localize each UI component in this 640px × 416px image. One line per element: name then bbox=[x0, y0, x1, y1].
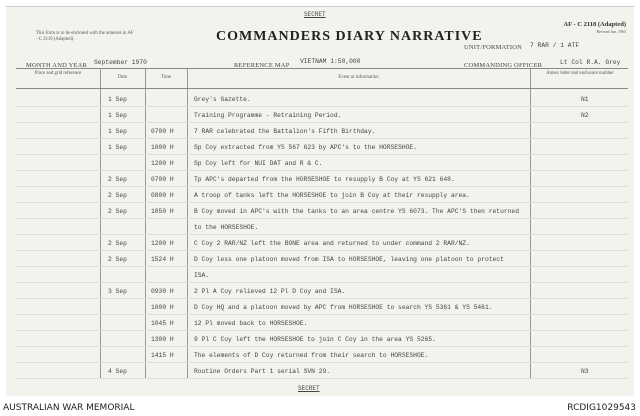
table-row bbox=[16, 219, 628, 235]
cell-time: 1200 H bbox=[151, 160, 174, 167]
table-row bbox=[16, 107, 628, 123]
cell-event: C Coy 2 RAR/NZ left the BONE area and returned to under command 2 RAR/NZ. bbox=[194, 240, 470, 247]
cell-event: Grey's Gazette. bbox=[194, 96, 251, 103]
cell-time: 0700 H bbox=[151, 128, 174, 135]
table-row bbox=[16, 283, 628, 299]
form-number: AF - C 2118 (Adapted) bbox=[563, 21, 626, 28]
cell-time: 1045 H bbox=[151, 320, 174, 327]
cell-event: Routine Orders Part 1 serial SVN 29. bbox=[194, 368, 331, 375]
cell-time: 0800 H bbox=[151, 192, 174, 199]
classification-bottom: SECRET bbox=[298, 385, 320, 392]
table-row bbox=[16, 123, 628, 139]
cell-event: 7 RAR celebrated the Battalion's Fifth Birthday. bbox=[194, 128, 376, 135]
table-row bbox=[16, 187, 628, 203]
table-row bbox=[16, 171, 628, 187]
cell-time: 1300 H bbox=[151, 336, 174, 343]
table-row bbox=[16, 267, 628, 283]
cell-event: 9 Pl C Coy left the HORSESHOE to join C Coy in the area YS 5265. bbox=[194, 336, 436, 343]
cell-date: 1 Sep bbox=[108, 96, 127, 103]
footer-id: RCDIG1029543 bbox=[567, 403, 636, 413]
cell-time: 1524 H bbox=[151, 256, 174, 263]
col-time: Time bbox=[161, 75, 171, 80]
cell-event: Sp Coy left for NUI DAT and R & C. bbox=[194, 160, 323, 167]
month-value: September 1970 bbox=[94, 59, 147, 66]
cell-event: 12 Pl moved back to HORSESHOE. bbox=[194, 320, 308, 327]
unit-label: UNIT/FORMATION bbox=[464, 44, 523, 51]
cell-date: 2 Sep bbox=[108, 208, 127, 215]
cell-date: 2 Sep bbox=[108, 192, 127, 199]
page-title: COMMANDERS DIARY NARRATIVE bbox=[216, 29, 483, 44]
col-date: Date bbox=[117, 75, 128, 80]
table-row bbox=[16, 363, 628, 379]
cell-event: 2 Pl A Coy relieved 12 Pl D Coy and ISA. bbox=[194, 288, 346, 295]
cell-event: ISA. bbox=[194, 272, 210, 279]
cell-event: A troop of tanks left the HORSESHOE to join B Coy at their resupply area. bbox=[194, 192, 470, 199]
table-row bbox=[16, 155, 628, 171]
month-label: MONTH AND YEAR bbox=[26, 62, 88, 69]
table-row bbox=[16, 203, 628, 219]
cell-time: 0700 H bbox=[151, 176, 174, 183]
cell-time: 1000 H bbox=[151, 304, 174, 311]
cell-event: Tp APC's departed from the HORSESHOE to resupply B Coy at YS 621 648. bbox=[194, 176, 455, 183]
form-note: This form is to be enclosed with the annexes in AF - C 2119 (Adapted). bbox=[36, 31, 134, 42]
cell-annex: N3 bbox=[581, 368, 589, 375]
table-row bbox=[16, 91, 628, 107]
table-row bbox=[16, 235, 628, 251]
cell-event: B Coy moved in APC's with the tanks to an area centre YS 6073. The APC'S then returned bbox=[194, 208, 519, 215]
table-row bbox=[16, 315, 628, 331]
col-event: Event or information bbox=[338, 75, 379, 80]
form-revised: Revised Jun, 1965 bbox=[596, 29, 626, 34]
cell-event: to the HORSESHOE. bbox=[194, 224, 259, 231]
cell-time: 0930 H bbox=[151, 288, 174, 295]
cell-event: The elements of D Coy returned from their search to HORSESHOE. bbox=[194, 352, 429, 359]
co-label: COMMANDING OFFICER bbox=[464, 62, 543, 69]
table-row bbox=[16, 347, 628, 363]
col-annex: Annex letter and enclosure number bbox=[546, 71, 614, 76]
cell-event: D Coy HQ and a platoon moved by APC from HORSESHOE to search YS 5361 & YS 5461. bbox=[194, 304, 493, 311]
cell-date: 2 Sep bbox=[108, 256, 127, 263]
cell-time: 1050 H bbox=[151, 208, 174, 215]
cell-time: 1000 H bbox=[151, 144, 174, 151]
cell-date: 4 Sep bbox=[108, 368, 127, 375]
cell-date: 1 Sep bbox=[108, 144, 127, 151]
cell-date: 3 Sep bbox=[108, 288, 127, 295]
table-row bbox=[16, 251, 628, 267]
cell-annex: N2 bbox=[581, 112, 589, 119]
classification-top: SECRET bbox=[304, 11, 326, 18]
footer-source: AUSTRALIAN WAR MEMORIAL bbox=[3, 403, 135, 413]
table-row bbox=[16, 139, 628, 155]
table-row bbox=[16, 299, 628, 315]
cell-annex: N1 bbox=[581, 96, 589, 103]
unit-value: 7 RAR / 1 ATF bbox=[530, 42, 580, 49]
cell-date: 1 Sep bbox=[108, 128, 127, 135]
map-label: REFERENCE MAP bbox=[234, 62, 290, 69]
table-row bbox=[16, 331, 628, 347]
cell-date: 2 Sep bbox=[108, 176, 127, 183]
col-place: Place and grid reference bbox=[34, 71, 82, 76]
cell-date: 1 Sep bbox=[108, 112, 127, 119]
cell-time: 1200 H bbox=[151, 240, 174, 247]
map-value: VIETNAM 1:50,000 bbox=[300, 58, 361, 65]
cell-time: 1415 H bbox=[151, 352, 174, 359]
diary-table bbox=[16, 68, 628, 378]
cell-event: Training Programme - Retraining Period. bbox=[194, 112, 342, 119]
cell-date: 2 Sep bbox=[108, 240, 127, 247]
cell-event: D Coy less one platoon moved from ISA to HORSESHOE, leaving one platoon to protect bbox=[194, 256, 504, 263]
cell-event: Sp Coy extracted from YS 567 623 by APC's to the HORSESHOE. bbox=[194, 144, 417, 151]
co-value: Lt Col R.A. Grey bbox=[560, 59, 621, 66]
